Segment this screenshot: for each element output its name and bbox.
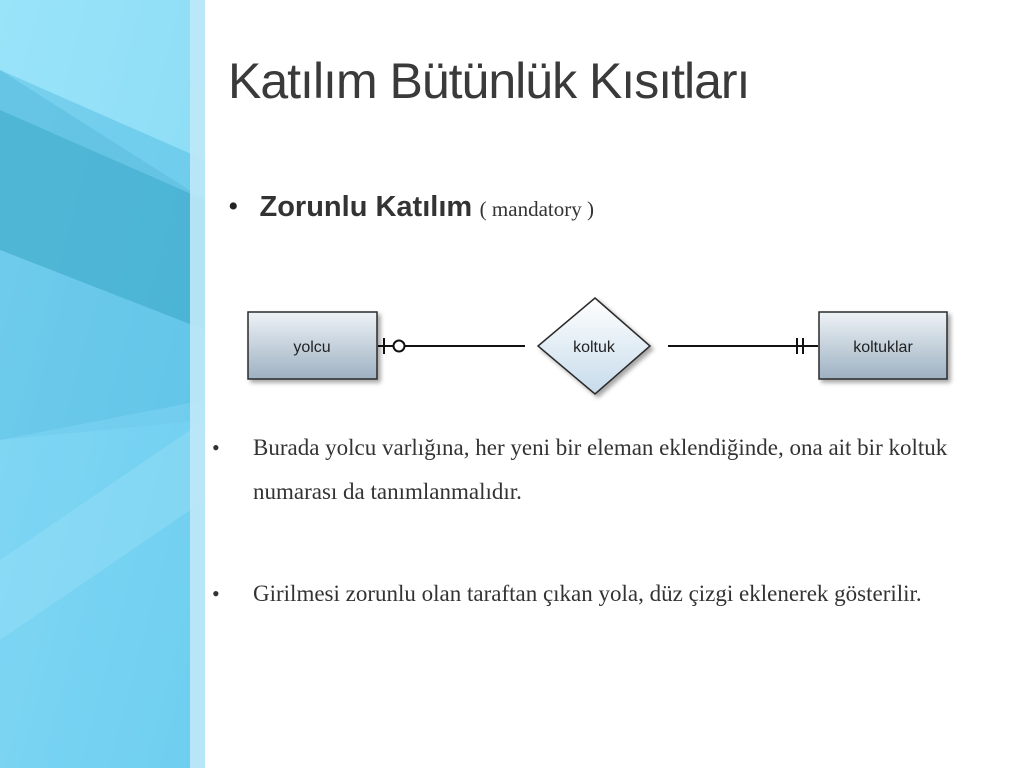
main-bullet-bold: Zorunlu Katılım [259, 191, 473, 223]
entity-yolcu-label: yolcu [293, 339, 331, 356]
bullet-dot: • [212, 581, 220, 606]
entity-yolcu [248, 312, 377, 379]
bullet-item-1 [212, 426, 1024, 514]
er-diagram [240, 292, 960, 402]
entity-koltuklar [819, 312, 947, 379]
main-bullet-note: ( mandatory ) [479, 197, 594, 221]
decorative-sidebar [0, 0, 205, 768]
entity-koltuklar-label: koltuklar [853, 339, 913, 356]
bullet-text-2: Girilmesi zorunlu olan taraftan çıkan yola, düz çizgi eklenerek gösterilir. [253, 581, 922, 606]
relationship-koltuk [538, 298, 650, 394]
bullet-text-1: Burada yolcu varlığına, her yeni bir eleman eklendiğinde, ona ait bir koltuk numarası da tanımlanmalıdır. [253, 435, 948, 504]
bullet-dot: • [212, 435, 220, 460]
bullet-item-2 [212, 572, 1024, 616]
slide-title: Katılım Bütünlük Kısıtları [228, 53, 750, 109]
cardinality-optional-circle [394, 341, 405, 352]
bullet-dot: • [228, 190, 239, 223]
sidebar-graphic [0, 0, 205, 768]
relationship-koltuk-label: koltuk [573, 339, 615, 356]
main-bullet [228, 190, 594, 224]
